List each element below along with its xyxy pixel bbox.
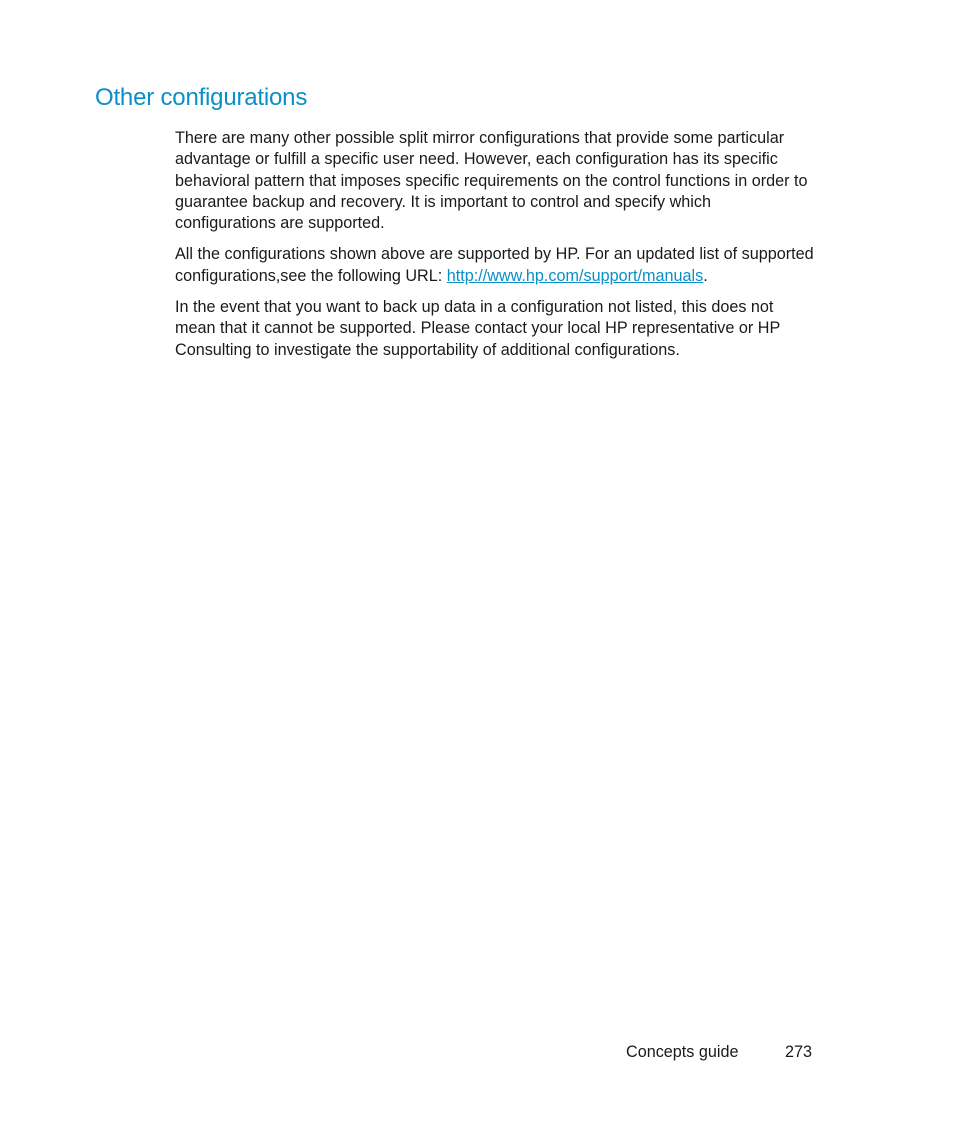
paragraph-split-mirror: There are many other possible split mirror configurations that provide some particular advantage or fulfill a specific user need. However, each configuration has its specific behavioral pattern that imposes specific requirements on the control functions in order to guarantee backup and recovery. It is important to control and specify which configurations are supported. [175,129,808,233]
footer-guide-name: Concepts guide [626,1043,739,1061]
paragraph-period: . [703,266,708,285]
page-number: 273 [784,1043,812,1061]
paragraph-contact-hp: In the event that you want to back up data in a configuration not listed, this does not mean that it cannot be supported. Please contact your local HP representative or HP Consulting to investigate the supportability of additional configurations. [175,298,780,359]
paragraph-supported-configs [175,244,815,287]
support-manuals-link[interactable]: http://www.hp.com/support/manuals [446,266,704,285]
body-content [175,128,815,371]
page-title: Other configurations [95,84,308,111]
paragraph-text: All the configurations shown above are supported by HP. For an updated list of supported configurations,see the following URL: [175,245,814,285]
